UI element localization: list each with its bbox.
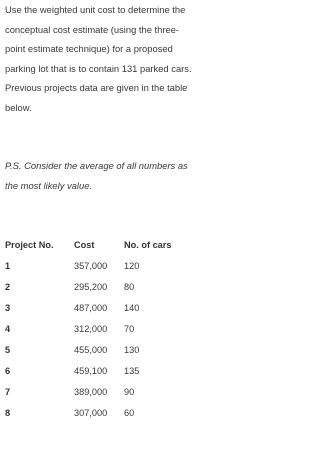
table-row bbox=[5, 255, 194, 276]
cell-no-of-cars: 140 bbox=[124, 302, 140, 313]
column-header-project-no: Project No. bbox=[5, 240, 54, 250]
cell-cost: 357,000 bbox=[74, 260, 108, 271]
cell-no-of-cars: 130 bbox=[124, 344, 140, 355]
cell-no-of-cars: 60 bbox=[124, 408, 135, 419]
table-header-row bbox=[5, 235, 194, 255]
cell-cost: 307,000 bbox=[74, 408, 108, 419]
table-row bbox=[5, 318, 194, 339]
cell-project-no: 1 bbox=[5, 260, 11, 271]
table-row bbox=[5, 360, 194, 381]
table-row bbox=[5, 297, 194, 318]
cell-project-no: 8 bbox=[5, 408, 11, 419]
table-row bbox=[5, 339, 194, 360]
problem-line: parking lot that is to contain 131 parked cars. bbox=[5, 62, 192, 74]
cell-no-of-cars: 70 bbox=[124, 323, 135, 334]
cell-project-no: 7 bbox=[5, 387, 11, 398]
cell-project-no: 6 bbox=[5, 366, 11, 377]
column-header-cost: Cost bbox=[74, 240, 95, 250]
cell-project-no: 4 bbox=[5, 323, 11, 334]
cell-cost: 455,000 bbox=[74, 344, 108, 355]
cell-cost: 312,000 bbox=[74, 323, 108, 334]
cell-project-no: 5 bbox=[5, 344, 11, 355]
cell-project-no: 3 bbox=[5, 302, 11, 313]
cell-no-of-cars: 90 bbox=[124, 387, 135, 398]
cell-no-of-cars: 80 bbox=[124, 281, 135, 292]
note-line: the most likely value. bbox=[5, 179, 93, 191]
cell-cost: 487,000 bbox=[74, 302, 108, 313]
table-row bbox=[5, 403, 194, 424]
cell-no-of-cars: 120 bbox=[124, 260, 140, 271]
problem-line: conceptual cost estimate (using the three- bbox=[5, 23, 180, 35]
ps-note bbox=[5, 156, 188, 195]
cell-cost: 295,200 bbox=[74, 281, 108, 292]
projects-table bbox=[5, 235, 194, 424]
problem-line: Use the weighted unit cost to determine the bbox=[5, 4, 186, 15]
cell-no-of-cars: 135 bbox=[124, 366, 140, 377]
table-row bbox=[5, 382, 194, 403]
cell-cost: 459,100 bbox=[74, 366, 108, 377]
problem-line: below. bbox=[5, 101, 32, 113]
cell-project-no: 2 bbox=[5, 281, 11, 292]
table-row bbox=[5, 276, 194, 297]
problem-statement bbox=[5, 0, 251, 117]
cell-cost: 389,000 bbox=[74, 387, 108, 398]
problem-line: Previous projects data are given in the table bbox=[5, 82, 188, 93]
note-line: P.S. Consider the average of all numbers as bbox=[5, 160, 188, 171]
problem-line: point estimate technique) for a proposed bbox=[5, 43, 173, 54]
column-header-no-of-cars: No. of cars bbox=[124, 240, 172, 250]
